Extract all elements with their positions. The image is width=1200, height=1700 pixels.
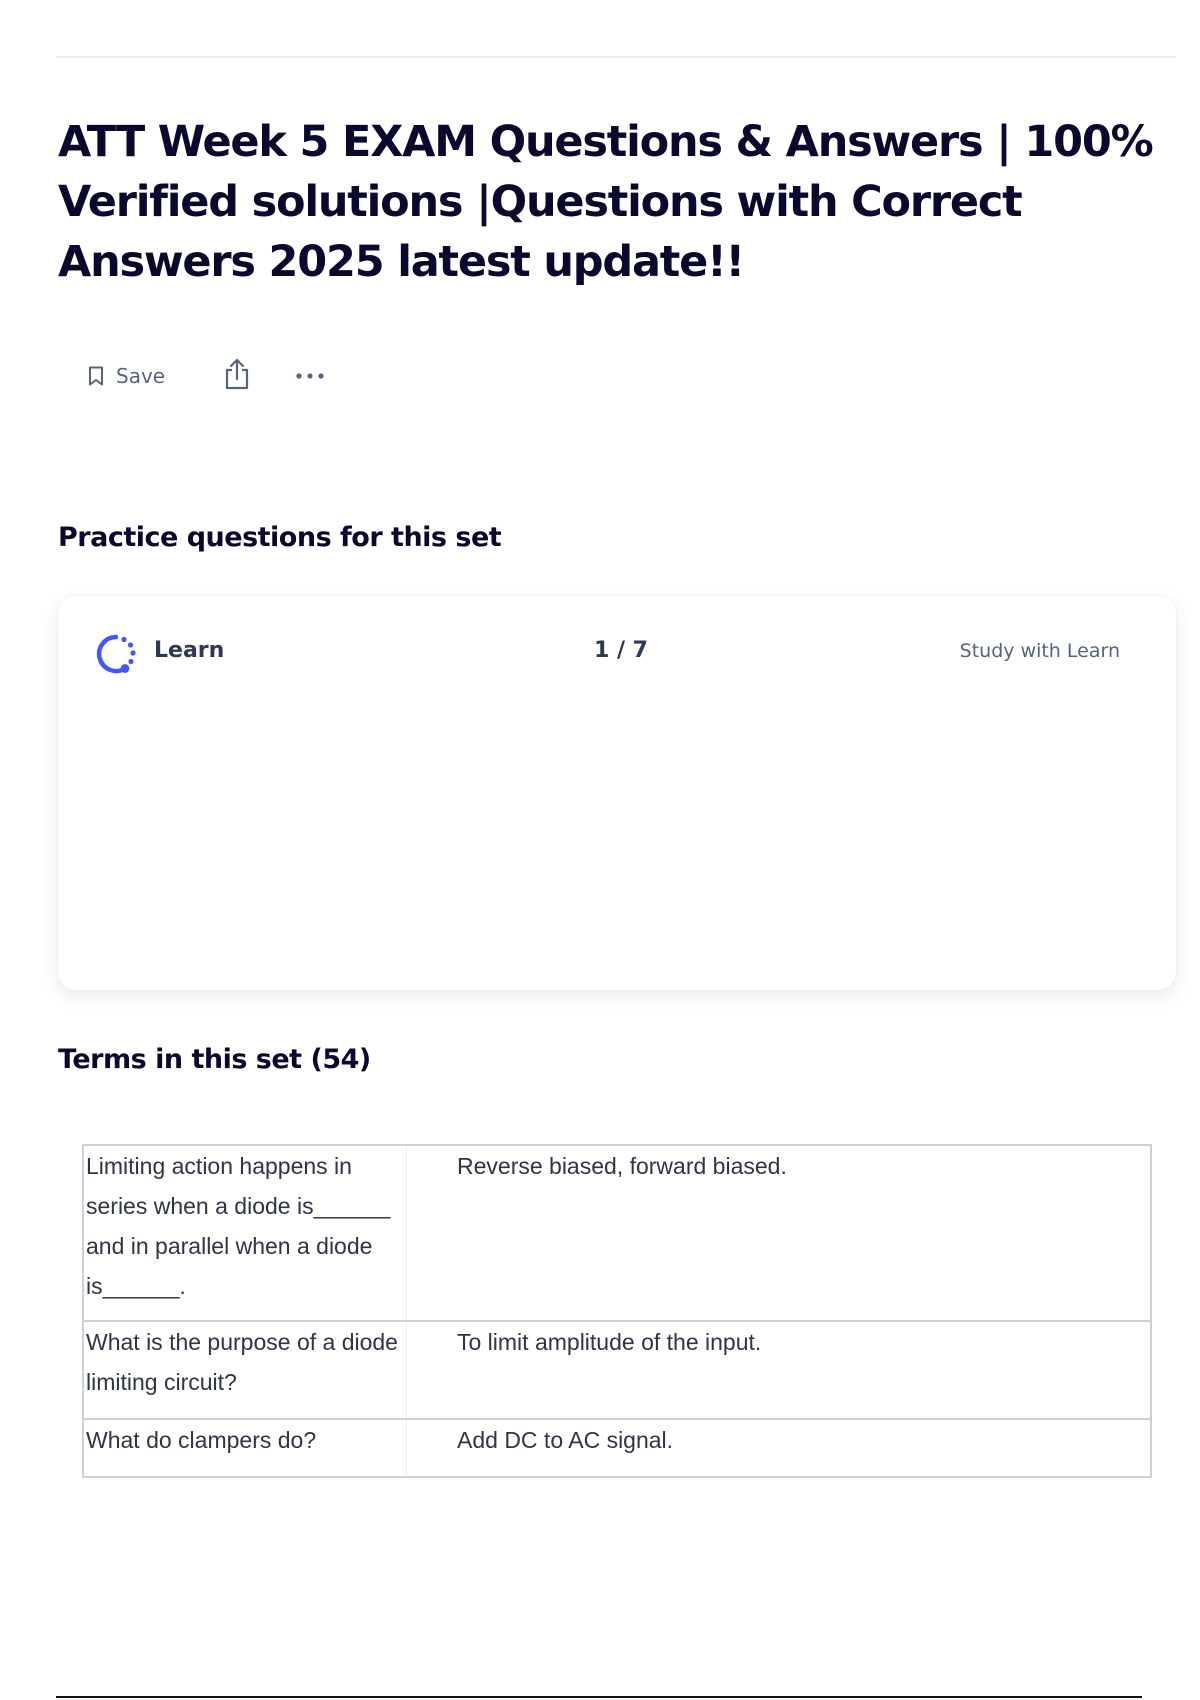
practice-heading: Practice questions for this set xyxy=(58,522,502,553)
term-cell: What do clampers do? xyxy=(83,1419,407,1477)
terms-heading: Terms in this set (54) xyxy=(58,1044,371,1075)
table-row xyxy=(83,1419,1151,1477)
learn-icon xyxy=(94,632,138,676)
definition-cell: Reverse biased, forward biased. xyxy=(457,1153,787,1179)
term-cell: What is the purpose of a diode limiting circuit? xyxy=(83,1321,407,1419)
page-title: ATT Week 5 EXAM Questions & Answers | 100% Verified solutions |Questions with Correct Answers 2025 latest update!! xyxy=(58,117,1153,287)
terms-table xyxy=(82,1144,1152,1478)
term-cell: Limiting action happens in series when a diode is______ and in parallel when a diode is______. xyxy=(83,1145,407,1321)
definition-cell: Add DC to AC signal. xyxy=(457,1427,674,1453)
more-icon xyxy=(295,367,325,385)
table-row xyxy=(83,1145,1151,1321)
bookmark-icon xyxy=(88,366,104,386)
top-divider xyxy=(56,56,1176,58)
save-button[interactable] xyxy=(84,358,169,394)
save-label: Save xyxy=(116,364,166,388)
study-with-learn-link[interactable]: Study with Learn xyxy=(959,640,1120,662)
definition-cell: To limit amplitude of the input. xyxy=(457,1329,762,1355)
more-options-button[interactable] xyxy=(293,358,327,394)
table-row xyxy=(83,1321,1151,1419)
learn-label: Learn xyxy=(154,638,225,663)
bottom-divider xyxy=(56,1696,1142,1698)
learn-card xyxy=(58,596,1176,990)
share-button[interactable] xyxy=(221,358,253,394)
action-bar xyxy=(84,358,327,394)
progress-counter: 1 / 7 xyxy=(594,638,648,663)
share-icon xyxy=(223,358,251,395)
